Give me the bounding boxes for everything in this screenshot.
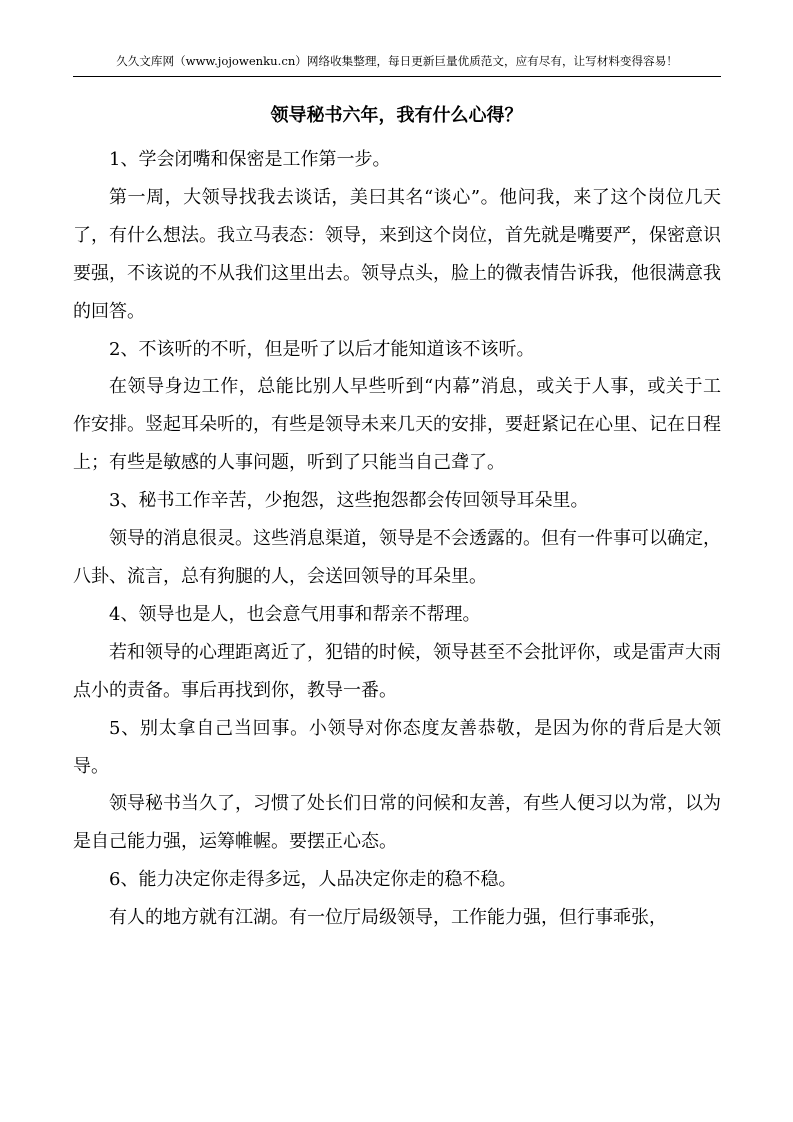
paragraph-4: 若和领导的心理距离近了，犯错的时候，领导甚至不会批评你，或是雷声大雨点小的责备。事后再找到你，教导一番。 (73, 641, 721, 701)
page-header: 久久文库网（www.jojowenku.cn）网络收集整理，每日更新巨量优质范文，应有尽有，让写材料变得容易！ (73, 54, 721, 77)
heading-4: 4、领导也是人，也会意气用事和帮亲不帮理。 (109, 603, 481, 625)
document-body (73, 141, 721, 937)
document-title: 领导秘书六年，我有什么心得？ (270, 105, 523, 126)
paragraph-3: 领导的消息很灵。这些消息渠道，领导是不会透露的。但有一件事可以确定，八卦、流言，总有狗腿的人，会送回领导的耳朵里。 (73, 528, 721, 587)
paragraph-2: 在领导身边工作，总能比别人早些听到“内幕”消息，或关于人事，或关于工作安排。竖起耳朵听的，有些是领导未来几天的安排，要赶紧记在心里、记在日程上；有些是敏感的人事问题，听到了只能当自己聋了。 (73, 376, 721, 474)
heading-5: 5、别太拿自己当回事。小领导对你态度友善恭敬，是因为你的背后是大领导。 (73, 717, 721, 777)
heading-6: 6、能力决定你走得多远，人品决定你走的稳不稳。 (109, 869, 517, 891)
heading-2: 2、不该听的不听，但是听了以后才能知道该不该听。 (109, 338, 535, 360)
paragraph-6: 有人的地方就有江湖。有一位厅局级领导，工作能力强，但行事乖张， (109, 907, 667, 929)
heading-1: 1、学会闭嘴和保密是工作第一步。 (109, 149, 391, 170)
paragraph-5: 领导秘书当久了，习惯了处长们日常的问候和友善，有些人便习以为常，以为是自己能力强，运筹帷幄。要摆正心态。 (73, 793, 721, 853)
heading-3: 3、秘书工作辛苦，少抱怨，这些抱怨都会传回领导耳朵里。 (109, 490, 589, 512)
paragraph-1: 第一周，大领导找我去谈话，美曰其名“谈心”。他问我，来了这个岗位几天了，有什么想法。我立马表态：领导，来到这个岗位，首先就是嘴要严，保密意识要强，不该说的不从我们这里出去。领导点头，脸上的微表情告诉我，他很满意我的回答。 (73, 186, 721, 322)
